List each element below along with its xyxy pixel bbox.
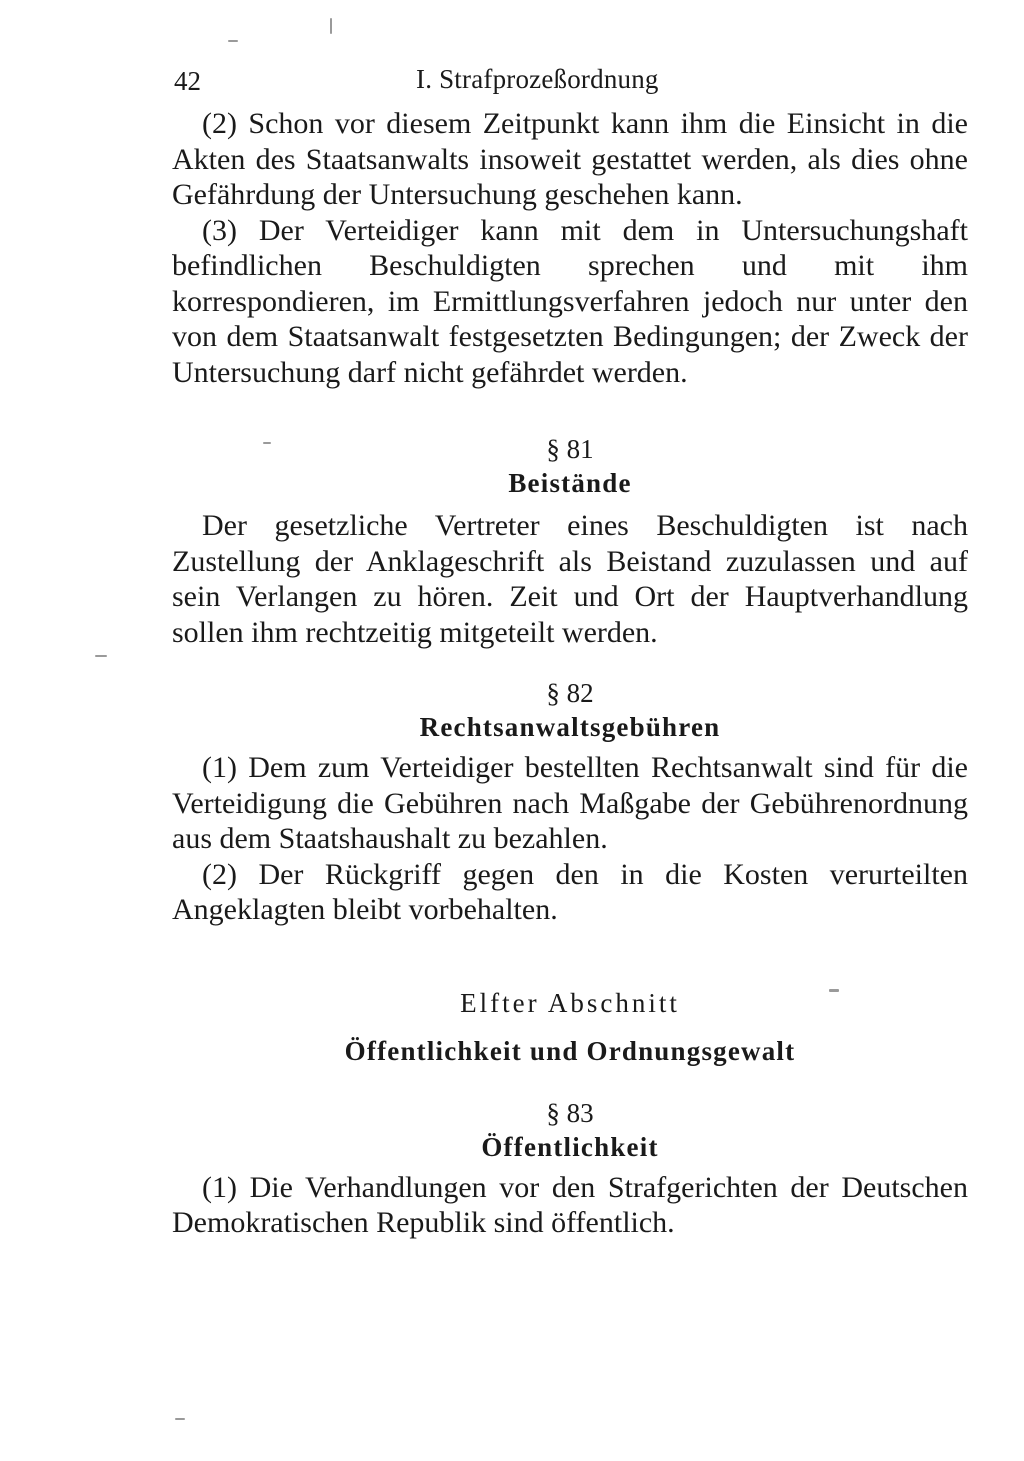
scan-speck — [829, 989, 839, 992]
section-83-paragraph-1: (1) Die Verhandlungen vor den Strafgerichten der Deutschen Demokratischen Republik sind öffentlich. — [172, 1170, 968, 1239]
paragraph-2-inspection: (2) Schon vor diesem Zeitpunkt kann ihm die Einsicht in die Akten des Staatsanwalts insoweit gestattet werden, als dies ohne Gefährdung der Untersuchung geschehen kann. — [172, 107, 968, 211]
scan-speck — [175, 1418, 185, 1420]
section-82-number: § 82 — [546, 678, 594, 708]
page-number: 42 — [174, 66, 201, 96]
scan-speck — [228, 40, 238, 42]
section-82-paragraph-2: (2) Der Rückgriff gegen den in die Kosten verurteilten Angeklagten bleibt vorbehalten. — [172, 857, 968, 926]
section-81-text: Der gesetzliche Vertreter eines Beschuldigten ist nach Zustellung der Anklageschrift als Beistand zuzulassen und auf sein Verlangen zu hören. Zeit und Ort der Hauptverhandlung sollen ihm rechtzeitig mitgeteilt werden. — [172, 509, 968, 649]
scan-speck — [95, 655, 107, 657]
paragraph-3-defender-contact: (3) Der Verteidiger kann mit dem in Untersuchungshaft befindlichen Beschuldigten sprechen und mit ihm korrespondieren, im Ermittlungsverfahren jedoch nur unter den von dem Staatsanwalt festgesetzten Bedingungen; der Zweck der Untersuchung darf nicht gefährdet werden. — [172, 213, 968, 389]
section-82-title: Rechtsanwaltsgebühren — [419, 712, 721, 742]
page-header — [172, 60, 968, 106]
section-81-number: § 81 — [546, 434, 594, 464]
scan-speck — [330, 18, 332, 34]
section-83-number: § 83 — [546, 1097, 594, 1128]
section-83-title: Öffentlichkeit — [481, 1131, 659, 1162]
scan-speck — [263, 442, 271, 444]
chapter-title: Öffentlichkeit und Ordnungsgewalt — [344, 1035, 796, 1066]
chapter-label: Elfter Abschnitt — [460, 987, 680, 1018]
page-content — [172, 60, 968, 1241]
section-81-title: Beistände — [508, 468, 632, 498]
section-82-paragraph-1: (1) Dem zum Verteidiger bestellten Rechtsanwalt sind für die Verteidigung die Gebühren nach Maßgabe der Gebührenordnung aus dem Staatshaushalt zu bezahlen. — [172, 751, 968, 855]
running-title: I. Strafprozeßordnung — [416, 64, 659, 94]
